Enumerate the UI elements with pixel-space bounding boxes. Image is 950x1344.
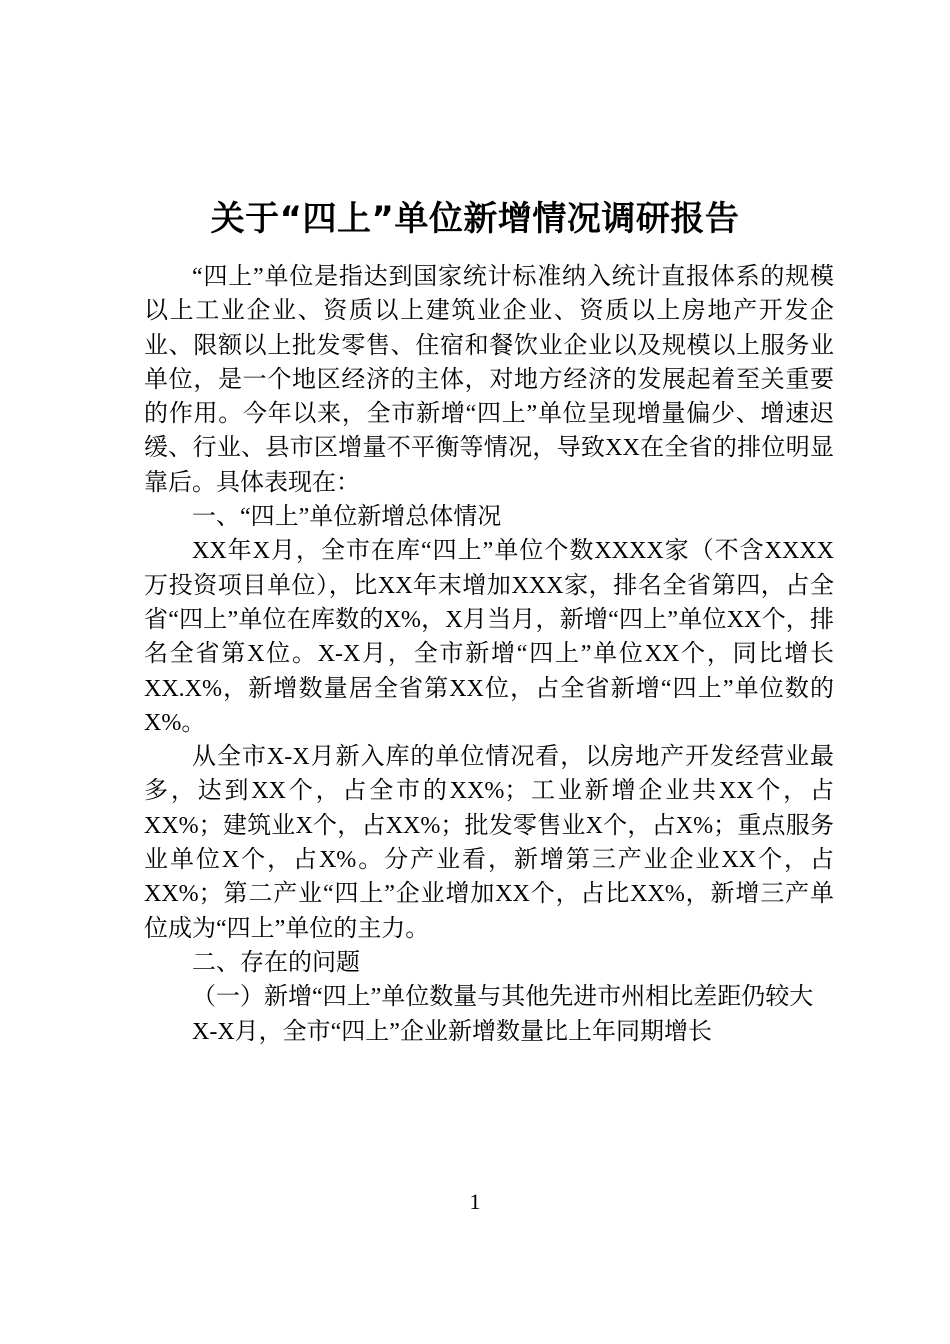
subsection-heading-gap: （一）新增“四上”单位数量与其他先进市州相比差距仍较大 xyxy=(192,984,814,1011)
paragraph-gap-start: X-X月，全市“四上”企业新增数量比上年同期增长 xyxy=(192,1018,712,1045)
page-number: 1 xyxy=(469,1189,481,1214)
paragraph-intro: “四上”单位是指达到国家统计标准纳入统计直报体系的规模以上工业企业、资质以上建筑业企业、资质以上房地产开发企业、限额以上批发零售、住宿和餐饮业企业以及规模以上服务业单位，是一个地区经济的主体，对地方经济的发展起着至关重要的作用。今年以来，全市新增“四上”单位呈现增量偏少、增速迟缓、行业、县市区增量不平衡等情况，导致XX在全省的排位明显靠后。具体表现在： xyxy=(144,264,834,496)
document-title: 关于“四上”单位新增情况调研报告 xyxy=(210,198,740,239)
document-body xyxy=(144,260,834,1049)
paragraph-industry-breakdown: 从全市X-X月新入库的单位情况看，以房地产开发经营业最多，达到XX个，占全市的XX%；工业新增企业共XX个，占XX%；建筑业X个，占XX%；批发零售业X个，占X%；重点服务业单位X个，占X%。分产业看，新增第三产业企业XX个，占XX%；第二产业“四上”企业增加XX个，占比XX%，新增三产单位成为“四上”单位的主力。 xyxy=(144,744,834,942)
section-heading-overview: 一、“四上”单位新增总体情况 xyxy=(192,504,502,531)
paragraph-overview-stats: XX年X月，全市在库“四上”单位个数XXXX家（不含XXXX万投资项目单位），比XX年末增加XXX家，排名全省第四，占全省“四上”单位在库数的X%，X月当月，新增“四上”单位XX个，排名全省第X位。X-X月，全市新增“四上”单位XX个，同比增长XX.X%，新增数量居全省第XX位，占全省新增“四上”单位数的X%。 xyxy=(144,538,834,736)
section-heading-problems: 二、存在的问题 xyxy=(192,949,360,976)
